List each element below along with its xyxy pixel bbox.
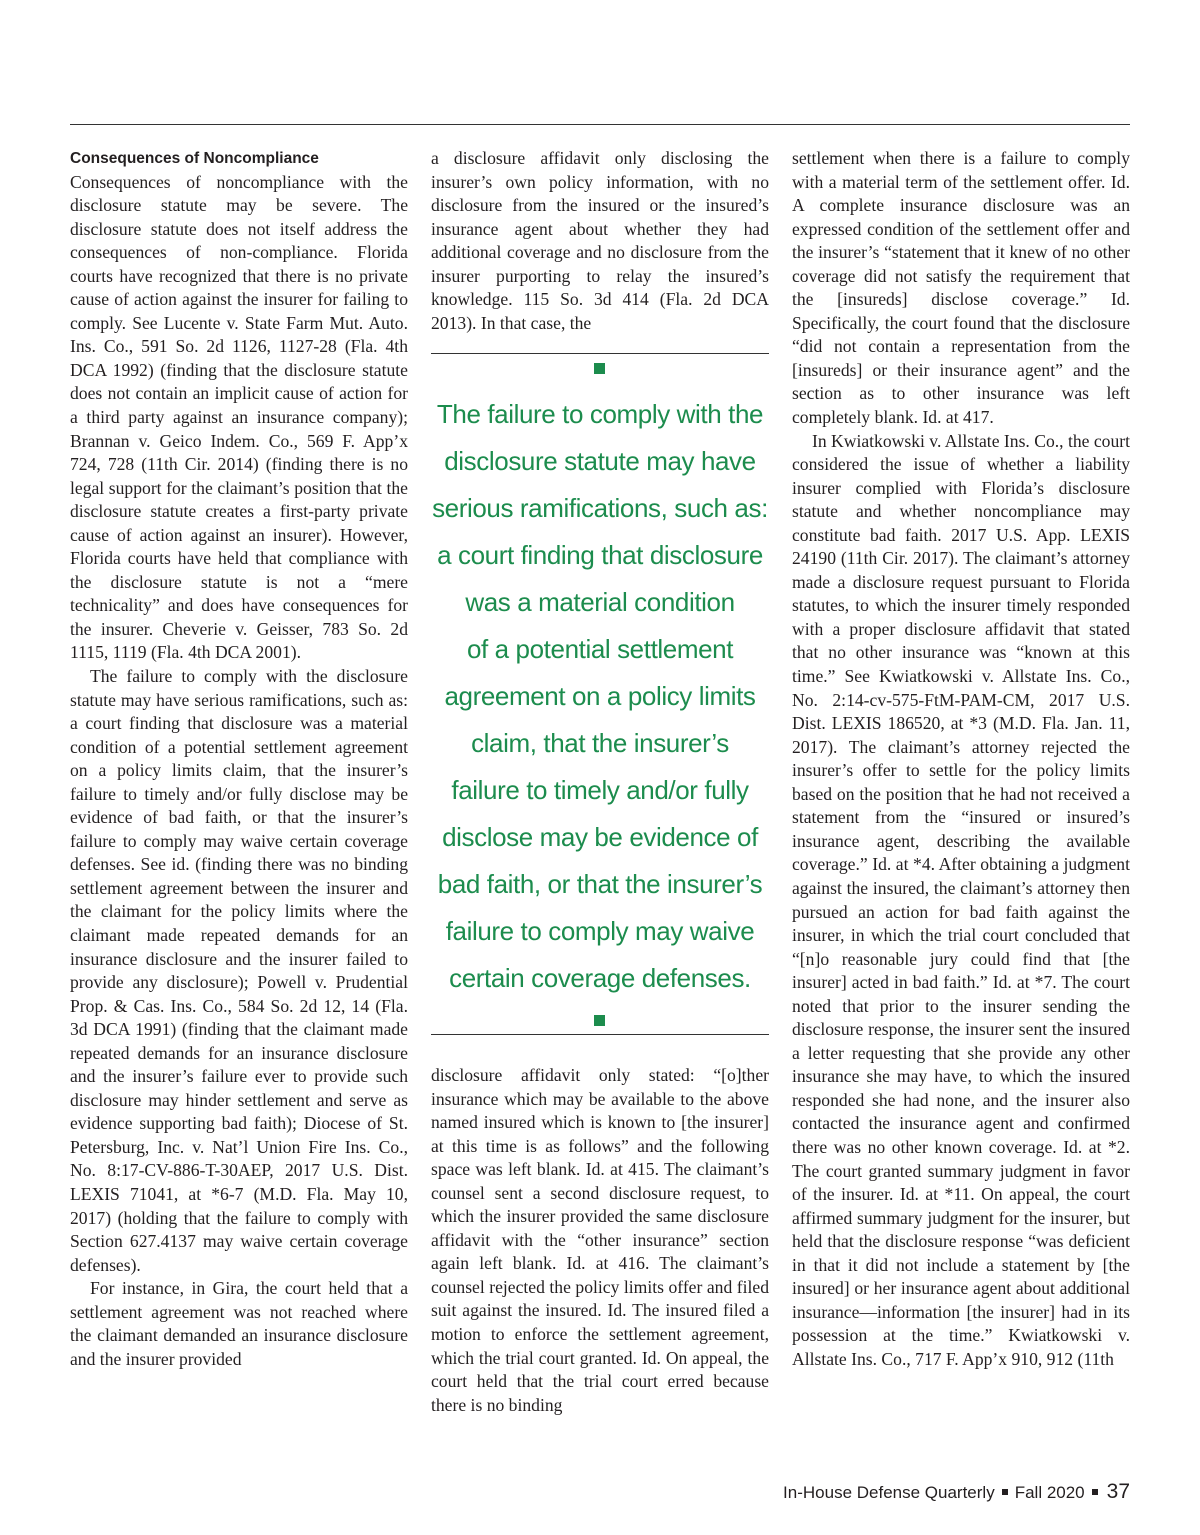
top-rule	[70, 124, 1130, 125]
column-2-top	[431, 147, 769, 335]
col3-paragraph-1: settlement when there is a failure to comply with a material term of the settlement offer. Id. A complete insurance disclosure was an expressed condition of the settlement offer and the insurer’s “statement that it knew of no other coverage did not satisfy the requirement that the [insureds] disclose coverage.” Id. Specifically, the court found that the disclosure “did not contain a representation from the [insureds] or their insurance agent” and the section as to other insurance was left completely blank. Id. at 417.	[792, 148, 1130, 428]
pull-quote-line: failure to timely and/or fully	[451, 775, 749, 805]
pull-quote-top-rule	[431, 353, 769, 354]
col1-paragraph-2: The failure to comply with the disclosure statute may have serious ramifications, such as: a court finding that disclosure was a material condition of a potential settlement agreement on a policy limits claim, that the insurer’s failure to timely and/or fully disclose may be evidence of bad faith, or that the insurer’s failure to comply may waive certain coverage defenses. See id. (finding there was no binding settlement agreement between the insurer and the claimant for the policy limits where the claimant made repeated demands for an insurance disclosure and the insurer failed to provide any disclosure); Powell v. Prudential Prop. & Cas. Ins. Co., 584 So. 2d 12, 14 (Fla. 3d DCA 1991) (finding that the claimant made repeated demands for an insurance disclosure and the insurer’s failure ever to provide such disclosure may hinder settlement and serve as evidence supporting bad faith); Diocese of St. Petersburg, Inc. v. Nat’l Union Fire Ins. Co., No. 8:17-CV-886-T-30AEP, 2017 U.S. Dist. LEXIS 71041, at *6-7 (M.D. Fla. May 10, 2017) (holding that the failure to comply with Section 627.4137 may waive certain coverage defenses).	[70, 665, 408, 1275]
col2-paragraph-bottom: disclosure affidavit only stated: “[o]ther insurance which may be available to the above named insured which is known to [the insurer] at this time is as follows” and the following space was left blank. Id. at 415. The claimant’s counsel sent a second disclosure request, to which the insurer provided the same disclosure affidavit with the “other insurance” section again left blank. Id. at 416. The claimant’s counsel rejected the policy limits offer and filed suit against the insured. Id. The insured filed a motion to enforce the settlement agreement, which the trial court granted. Id. On appeal, the court held that the trial court erred because there is no binding	[431, 1065, 769, 1415]
pull-quote-line: disclose may be evidence of	[442, 822, 758, 852]
pull-quote-line: was a material condition	[465, 587, 735, 617]
col1-paragraph-3: For instance, in Gira, the court held that a settlement agreement was not reached where the claimant demanded an insurance disclosure and the insurer provided	[70, 1278, 408, 1369]
column-1	[70, 147, 408, 1371]
page-footer	[783, 1480, 1130, 1504]
pull-quote-line: failure to comply may waive	[445, 916, 755, 946]
pull-quote-bottom-square-icon	[594, 1015, 605, 1026]
pull-quote-text	[431, 391, 769, 1002]
pull-quote-line: The failure to comply with the	[436, 399, 764, 429]
pull-quote	[431, 353, 769, 1035]
pull-quote-line: of a potential settlement	[466, 634, 734, 664]
col3-paragraph-2: In Kwiatkowski v. Allstate Ins. Co., the court considered the issue of whether a liability insurer complied with Florida’s disclosure statute and whether noncompliance may constitute bad faith. 2017 U.S. App. LEXIS 24190 (11th Cir. 2017). The claimant’s attorney made a disclosure request pursuant to Florida statutes, to which the insurer timely responded with a proper disclosure affidavit that stated that no other insurance was “known at this time.” See Kwiatkowski v. Allstate Ins. Co., No. 2:14-cv-575-FtM-PAM-CM, 2017 U.S. Dist. LEXIS 186520, at *3 (M.D. Fla. Jan. 11, 2017). The claimant’s attorney rejected the insurer’s offer to settle for the policy limits based on the position that he had not received a statement from the “insured or insured’s insurance agent, describing the available coverage.” Id. at *4. After obtaining a judgment against the insured, the claimant’s attorney then pursued an action for bad faith against the insurer, in which the trial court concluded that “[n]o reasonable jury could find that [the insurer] acted in bad faith.” Id. at *7. The court noted that prior to the insurer sending the disclosure response, the insurer sent the insured a letter requesting that she provide any other insurance she may have, to which the insured responded she had none, and the insurer also contacted the insurance agent and confirmed there was no other known coverage. Id. at *2. The court granted summary judgment in favor of the insurer. Id. at *11. On appeal, the court affirmed summary judgment for the insurer, but held that the disclosure response “was deficient in that it did not include a statement by [the insured] or her insurance agent about additional insurance—information [the insurer] had in its possession at the time.” Kwiatkowski v. Allstate Ins. Co., 717 F. App’x 910, 912 (11th	[792, 430, 1130, 1369]
pull-quote-bottom-rule	[431, 1034, 769, 1035]
pull-quote-line: bad faith, or that the insurer’s	[437, 869, 763, 899]
pull-quote-line: disclosure statute may have	[444, 446, 756, 476]
col2-paragraph-top: a disclosure affidavit only disclosing the insurer’s own policy information, with no disclosure from the insured or the insured’s insurance agent about whether they had additional coverage and no disclosure from the insurer purporting to relay the insured’s knowledge. 115 So. 3d 414 (Fla. 2d DCA 2013). In that case, the	[431, 148, 769, 333]
column-2-bottom	[431, 1064, 769, 1417]
pull-quote-line: certain coverage defenses.	[449, 963, 751, 993]
pull-quote-line: agreement on a policy limits	[444, 681, 756, 711]
pull-quote-line: serious ramifications, such as:	[432, 493, 768, 523]
footer-bullet-icon	[1002, 1489, 1008, 1495]
pull-quote-line: claim, that the insurer’s	[471, 728, 729, 758]
footer-page-number: 37	[1106, 1480, 1130, 1503]
pull-quote-top-square-icon	[594, 363, 605, 374]
footer-bullet-icon	[1092, 1489, 1098, 1495]
footer-publication: In-House Defense Quarterly	[783, 1483, 995, 1502]
section-heading: Consequences of Noncompliance	[70, 150, 319, 167]
pull-quote-line: a court finding that disclosure	[437, 540, 763, 570]
col1-paragraph-1: Consequences of noncompliance with the disclosure statute may be severe. The disclosure statute does not itself address the consequences of non-compliance. Florida courts have recognized that there is no private cause of action against the insurer for failing to comply. See Lucente v. State Farm Mut. Auto. Ins. Co., 591 So. 2d 1126, 1127-28 (Fla. 4th DCA 1992) (finding that the disclosure statute does not contain an implicit cause of action for a third party against an insurance company); Brannan v. Geico Indem. Co., 569 F. App’x 724, 728 (11th Cir. 2014) (finding there is no legal support for the claimant’s position that the disclosure statute creates a first-party private cause of action against an insurer). However, Florida courts have held that compliance with the disclosure statute is not a “mere technicality” and does have consequences for the insurer. Cheverie v. Geisser, 783 So. 2d 1115, 1119 (Fla. 4th DCA 2001).	[70, 171, 408, 663]
footer-issue: Fall 2020	[1014, 1483, 1085, 1502]
column-3	[792, 147, 1130, 1371]
